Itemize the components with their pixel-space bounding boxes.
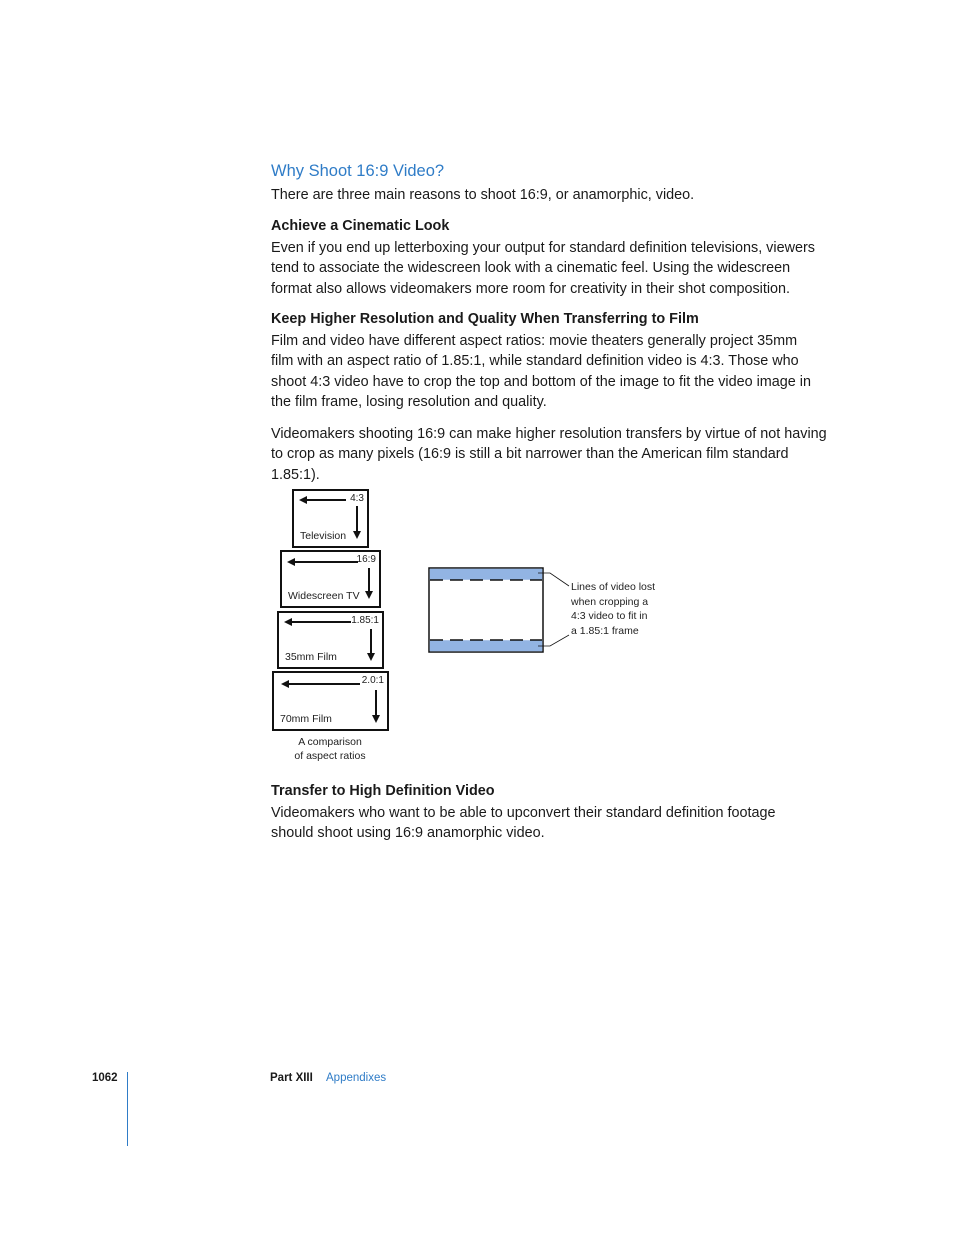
note-line: 4:3 video to fit in xyxy=(571,610,648,623)
aspect-box-label: Widescreen TV xyxy=(288,590,360,602)
arrow-icon xyxy=(274,673,387,729)
footer-divider xyxy=(127,1072,128,1146)
heading-hd-transfer: Transfer to High Definition Video xyxy=(271,783,495,799)
note-line: a 1.85:1 frame xyxy=(571,624,639,637)
cropping-diagram xyxy=(426,565,576,655)
text-line: Film and video have different aspect ratios: movie theaters generally project 35mm xyxy=(271,333,798,349)
paragraph-film-transfer-2 xyxy=(271,424,831,485)
text-line: format also allows videomakers more room for creativity in their shot composition. xyxy=(271,280,791,297)
text-line: shoot 4:3 video have to crop the top and bottom of the image to fit the video image in xyxy=(271,373,811,390)
aspect-ratio-label: 4:3 xyxy=(350,493,364,504)
aspect-box-label: Television xyxy=(300,530,347,542)
paragraph-film-transfer-1 xyxy=(271,331,831,412)
lost-band-top xyxy=(430,569,543,580)
page-title: Why Shoot 16:9 Video? xyxy=(271,162,445,180)
text-line: Videomakers shooting 16:9 can make higher resolution transfers by virtue of not having xyxy=(271,426,827,442)
text-line: should shoot using 16:9 anamorphic video. xyxy=(271,825,545,842)
note-line: when cropping a xyxy=(571,595,649,608)
paragraph-cinematic-look xyxy=(271,238,831,299)
aspect-box-television xyxy=(292,489,369,548)
footer-section-link[interactable]: Appendixes xyxy=(326,1072,387,1084)
text-line: the film frame, losing resolution and quality. xyxy=(271,393,547,410)
aspect-box-widescreen-tv xyxy=(280,550,381,608)
page-number: 1062 xyxy=(92,1072,118,1084)
intro-paragraph: There are three main reasons to shoot 16:9, or anamorphic, video. xyxy=(271,187,695,203)
text-line: Videomakers who want to be able to upconvert their standard definition footage xyxy=(271,805,776,821)
heading-cinematic-look: Achieve a Cinematic Look xyxy=(271,218,450,234)
footer-part-label: Part XIII xyxy=(270,1072,313,1084)
lost-band-bottom xyxy=(430,640,543,651)
paragraph-hd-transfer xyxy=(271,803,831,844)
note-line: Lines of video lost xyxy=(571,581,656,593)
figure-caption xyxy=(270,735,390,763)
text-line: film with an aspect ratio of 1.85:1, while standard definition video is 4:3. Those who xyxy=(271,353,799,370)
aspect-box-70mm-film xyxy=(272,671,389,731)
text-line: to crop as many pixels (16:9 is still a bit narrower than the American film standard 1.85:1). xyxy=(271,446,789,483)
aspect-ratio-label: 16:9 xyxy=(356,554,376,565)
aspect-box-35mm-film xyxy=(277,611,384,669)
aspect-box-label: 70mm Film xyxy=(280,713,332,725)
arrow-icon xyxy=(279,613,382,667)
video-frame xyxy=(429,568,543,652)
text-line: Even if you end up letterboxing your output for standard definition televisions, viewers xyxy=(271,240,815,256)
aspect-ratio-label: 2.0:1 xyxy=(361,675,384,686)
heading-film-transfer: Keep Higher Resolution and Quality When Transferring to Film xyxy=(271,311,699,327)
caption-line: A comparison xyxy=(298,736,362,748)
aspect-box-label: 35mm Film xyxy=(285,651,337,663)
lost-lines-note xyxy=(571,580,681,638)
arrow-icon xyxy=(282,552,379,606)
aspect-ratio-label: 1.85:1 xyxy=(351,615,379,626)
text-line: tend to associate the widescreen look with a cinematic feel. Using the widescreen xyxy=(271,260,791,277)
caption-line: of aspect ratios xyxy=(294,750,366,762)
arrow-icon xyxy=(294,491,367,546)
